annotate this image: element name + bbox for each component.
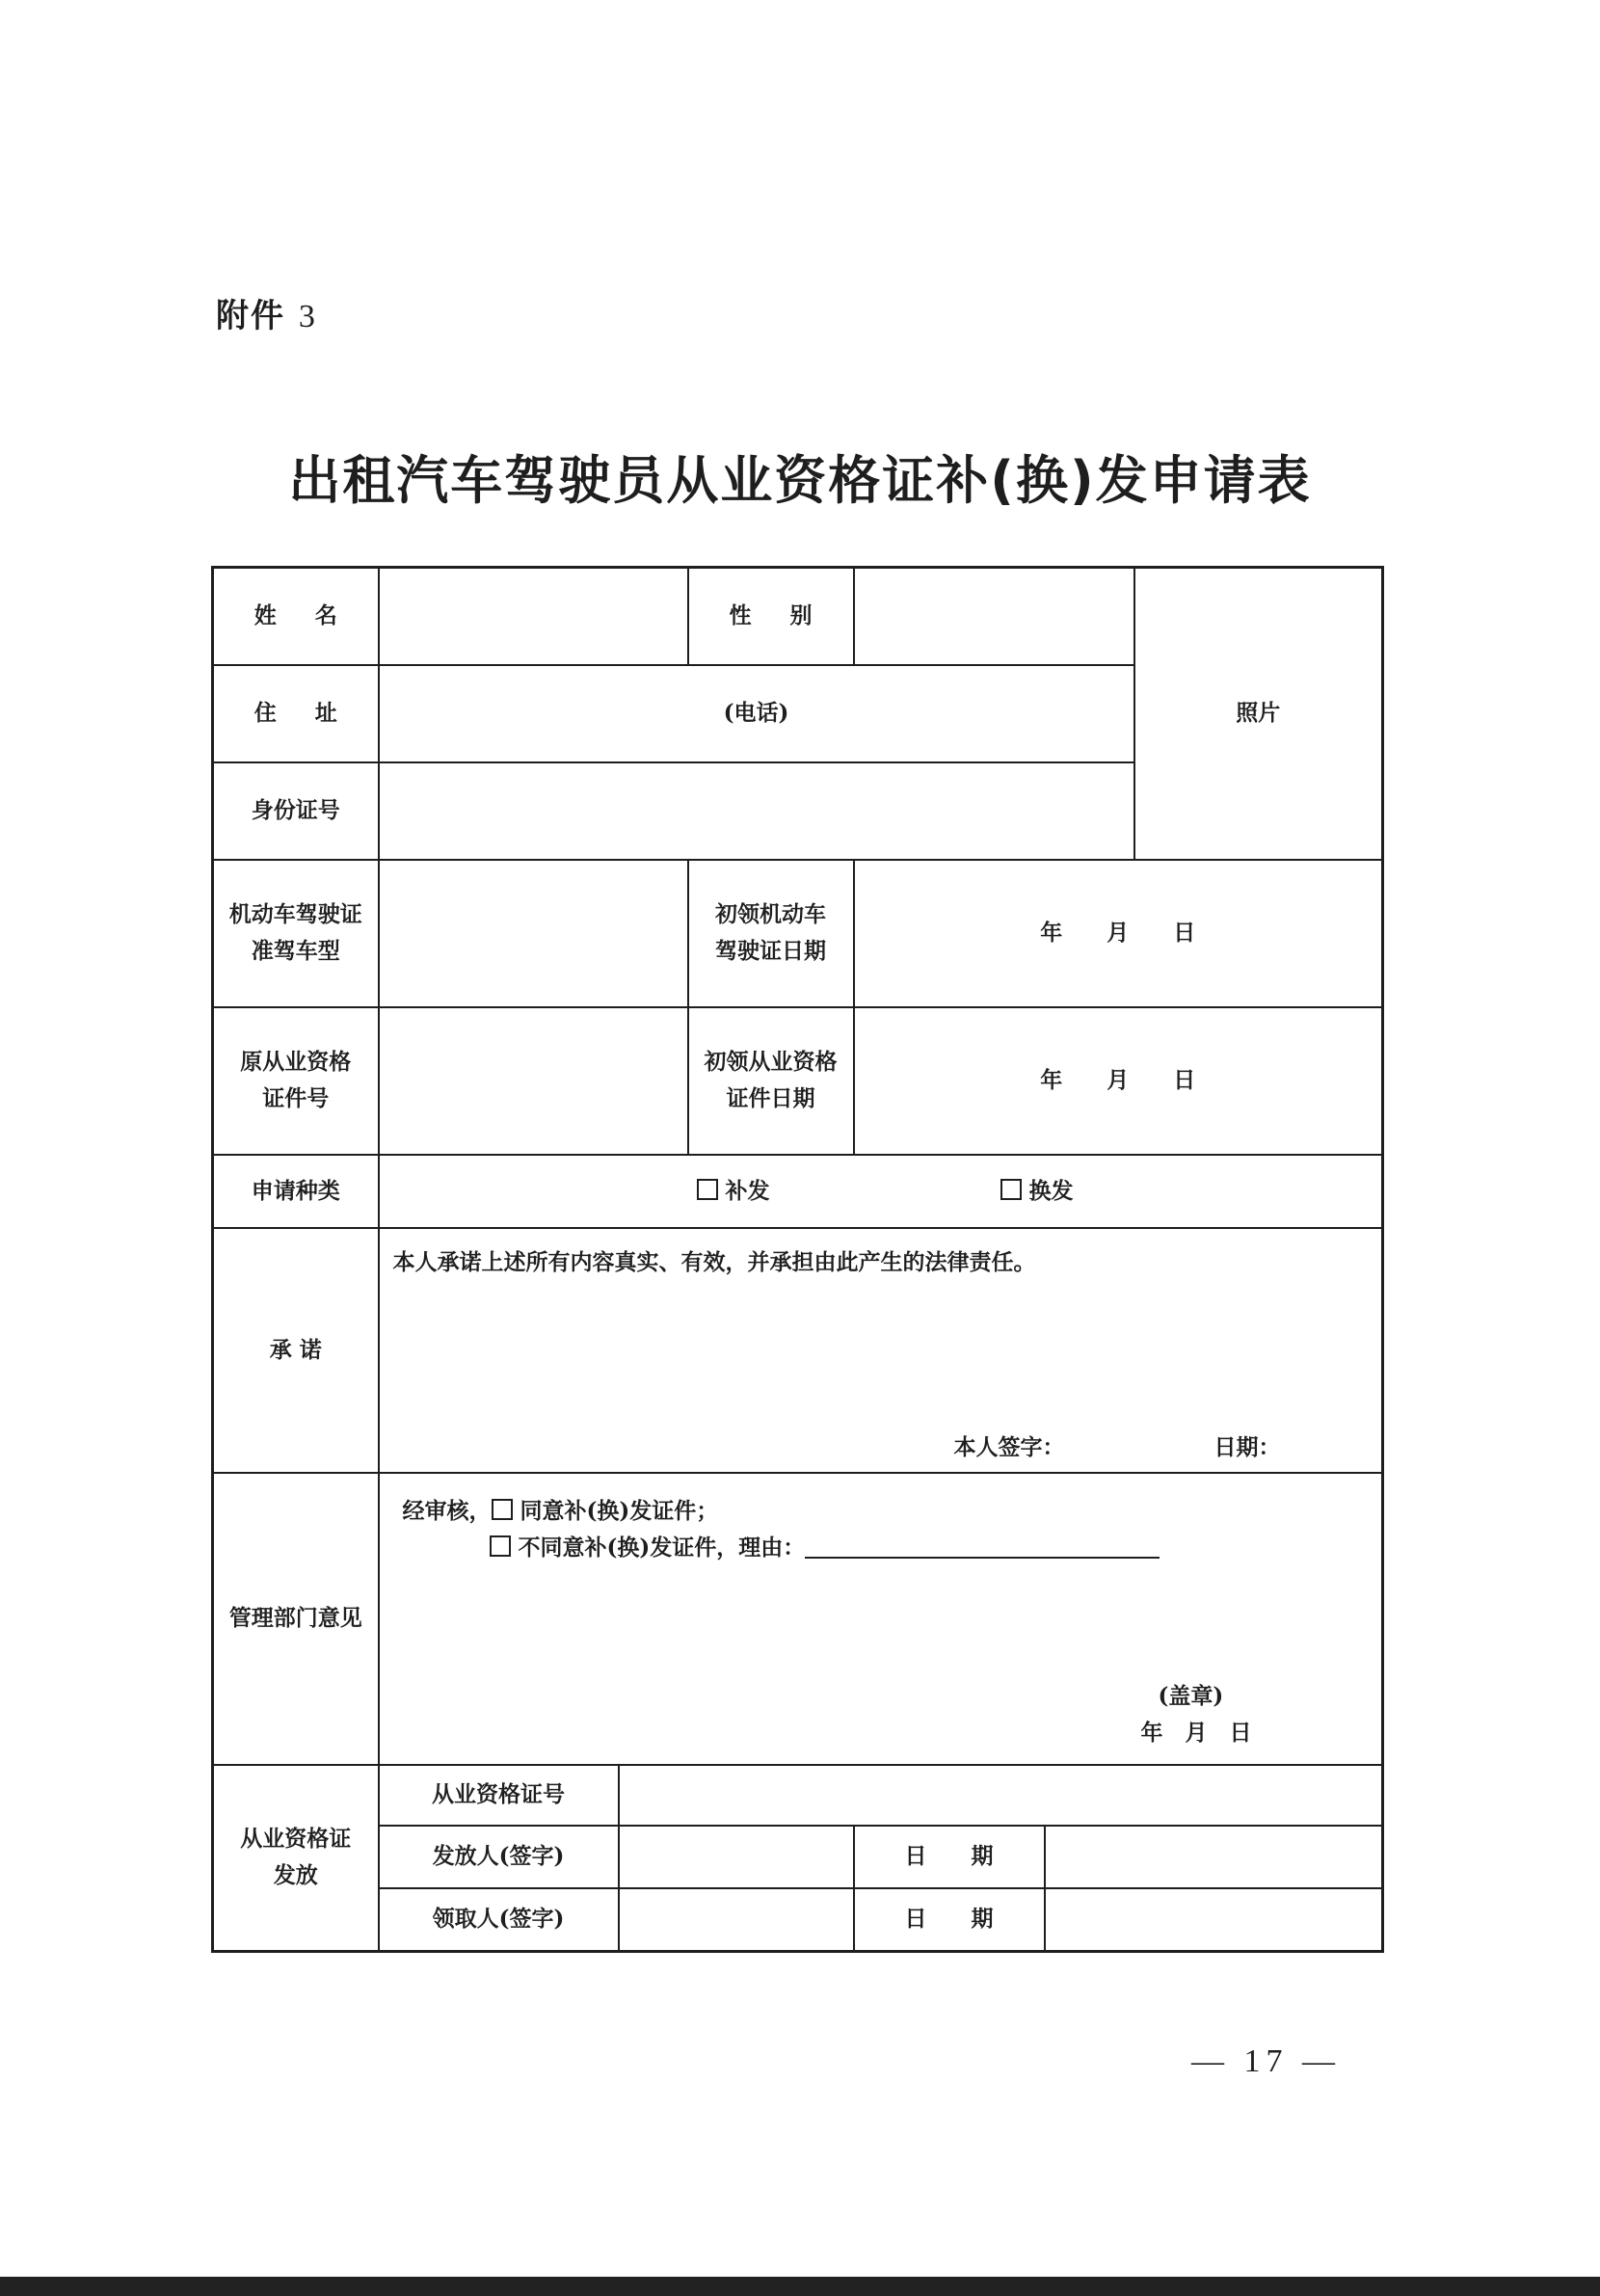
checkbox-icon[interactable] xyxy=(492,1499,513,1520)
receiver-label: 领取人(签字) xyxy=(379,1888,619,1952)
vehicle-type-label: 机动车驾驶证 准驾车型 xyxy=(213,860,379,1007)
reason-blank[interactable] xyxy=(805,1535,1160,1559)
application-form-table xyxy=(211,566,1384,1953)
attachment-number: 3 xyxy=(298,299,317,334)
promise-cell xyxy=(379,1228,1383,1473)
phone-label: (电话) xyxy=(723,700,789,727)
disagree-text: 不同意补(换)发证件，理由： xyxy=(518,1534,806,1561)
name-label: 姓名 xyxy=(213,568,379,665)
stamp-label: (盖章) xyxy=(1158,1682,1224,1709)
first-license-date-label: 初领机动车 驾驶证日期 xyxy=(688,860,854,1007)
address-label: 住址 xyxy=(213,665,379,762)
document-title: 出租汽车驾驶员从业资格证补(换)发申请表 xyxy=(288,450,1312,511)
receive-date-cell xyxy=(854,1888,1383,1952)
attachment-label xyxy=(216,289,317,336)
signature-label: 本人签字： xyxy=(953,1433,1065,1460)
issuer-field[interactable] xyxy=(619,1826,854,1888)
photo-label: 照片 xyxy=(1236,700,1281,727)
disagree-line xyxy=(490,1530,1160,1566)
issue-date-field[interactable] xyxy=(1046,1827,1382,1887)
reissue-option[interactable]: 补发 xyxy=(697,1173,770,1210)
address-field[interactable] xyxy=(379,665,1134,762)
gender-field[interactable] xyxy=(854,568,1134,665)
mgmt-opinion-label: 管理部门意见 xyxy=(213,1473,379,1765)
checkbox-icon[interactable] xyxy=(697,1179,718,1200)
orig-cert-field[interactable] xyxy=(379,1007,688,1155)
agree-line: 经审核， 同意补(换)发证件； xyxy=(402,1497,719,1524)
promise-text: 本人承诺上述所有内容真实、有效，并承担由此产生的法律责任。 xyxy=(392,1248,1036,1275)
issue-date-label: 日 期 xyxy=(855,1827,1046,1887)
receiver-field[interactable] xyxy=(619,1888,854,1952)
checkbox-icon[interactable] xyxy=(490,1535,511,1557)
apply-type-label: 申请种类 xyxy=(213,1155,379,1228)
first-cert-date-field[interactable] xyxy=(854,1007,1383,1155)
first-license-date-field[interactable] xyxy=(854,860,1383,1007)
id-number-label: 身份证号 xyxy=(213,762,379,860)
page-number: — 17 — xyxy=(1191,2043,1341,2079)
orig-cert-label: 原从业资格 证件号 xyxy=(213,1007,379,1155)
first-cert-date-label: 初领从业资格 证件日期 xyxy=(688,1007,854,1155)
checkbox-icon[interactable] xyxy=(1000,1179,1022,1200)
photo-box[interactable] xyxy=(1134,568,1383,860)
attachment-label-text: 附件 xyxy=(216,297,285,335)
scan-edge-bar xyxy=(0,2277,1600,2296)
receive-date-field[interactable] xyxy=(1046,1889,1382,1950)
cert-no-label: 从业资格证号 xyxy=(379,1765,619,1826)
receive-date-label: 日 期 xyxy=(855,1889,1046,1950)
date-placeholder: 年 月 日 xyxy=(1040,1067,1196,1094)
promise-date-label: 日期： xyxy=(1213,1433,1281,1460)
gender-label: 性别 xyxy=(688,568,854,665)
date-placeholder: 年 月 日 xyxy=(1040,920,1196,947)
issuer-label: 发放人(签字) xyxy=(379,1826,619,1888)
replace-option[interactable]: 换发 xyxy=(1000,1173,1074,1210)
vehicle-type-field[interactable] xyxy=(379,860,688,1007)
issue-label: 从业资格证 发放 xyxy=(213,1765,379,1952)
name-field[interactable] xyxy=(379,568,688,665)
apply-type-options xyxy=(379,1155,1383,1228)
issue-date-cell xyxy=(854,1826,1383,1888)
id-number-field[interactable] xyxy=(379,762,1134,860)
mgmt-opinion-cell xyxy=(379,1473,1383,1765)
promise-label: 承 诺 xyxy=(213,1228,379,1473)
stamp-date: 年 月 日 xyxy=(1140,1719,1252,1746)
agree-text: 同意补(换)发证件； xyxy=(520,1497,719,1524)
cert-no-field[interactable] xyxy=(619,1765,1383,1826)
